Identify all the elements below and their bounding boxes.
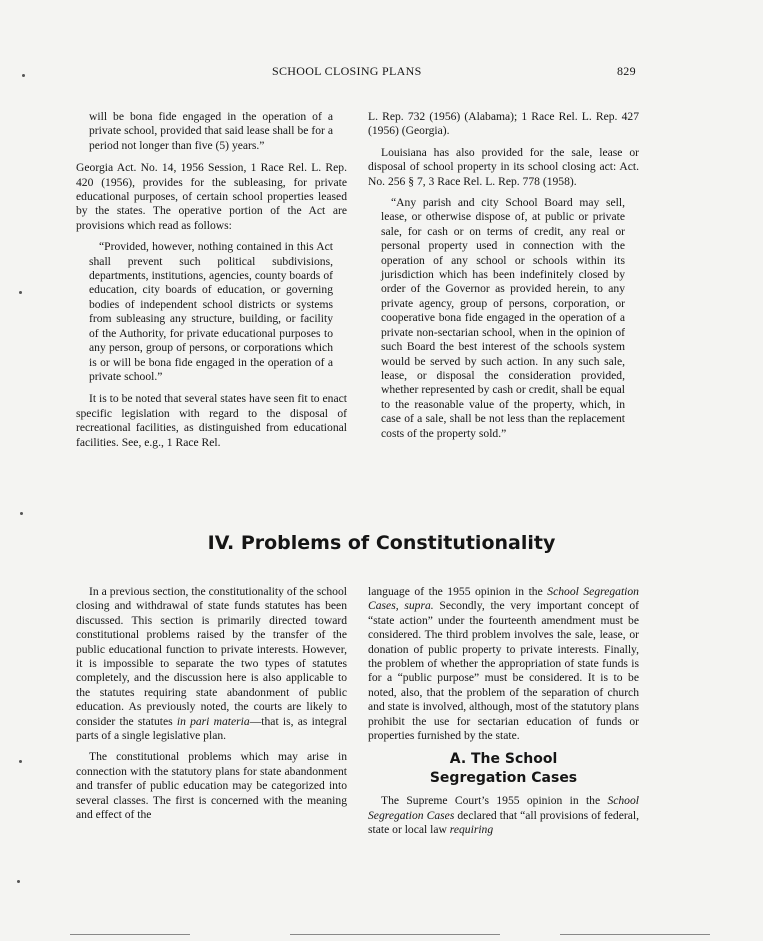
italic-case-citation: School Segregation Cases, supra. (368, 585, 639, 613)
text-run: language of the 1955 opinion in the (368, 585, 548, 598)
scan-speck (19, 760, 22, 763)
top-left-column (76, 110, 347, 457)
page-number: 829 (617, 64, 636, 78)
block-quote-georgia (76, 240, 347, 384)
top-right-column (368, 110, 639, 449)
section-heading: IV. Problems of Constitutionality (207, 532, 556, 554)
quote-continuation-text: will be bona fide engaged in the operation of a private school, provided that said lease shall be for a period not longer than five (5) years.” (89, 110, 333, 152)
block-quote-continued (76, 110, 347, 153)
italic-case-name: School Segregation Cases (368, 794, 639, 822)
bottom-right-column (368, 585, 639, 845)
text-run: —that is, as integral parts of a single legislative plan. (76, 714, 347, 743)
scan-speck (20, 512, 23, 515)
italic-term: in pari materia (176, 714, 250, 728)
scan-speck (17, 880, 20, 883)
italic-word: requiring (449, 823, 494, 837)
subsection-heading-line-2: Segregation Cases (429, 770, 578, 787)
bottom-left-column (76, 585, 347, 830)
text-run: In a previous section, the constitutionality of the school closing and withdrawal of state funds statutes has been discussed. This section is primarily directed toward constitutional problems raised by the transfer of the public educational function to private interests. However, it is impossible to separate the two types of statutes completely, and the discussion here is also applicable to the statutes requiring state abandonment of public education. As previously noted, the courts are likely to consider the statutes (76, 585, 347, 728)
subsection-heading-line-1: A. The School (449, 751, 558, 768)
paragraph-louisiana: Louisiana has also provided for the sale, lease or disposal of school property in its school closing act: Act. No. 256 § 7, 3 Race Rel. L. Rep. 778 (1958). (368, 145, 639, 188)
text-run: Secondly, the very important concept of “state action” under the fourteenth amendment must be considered. The third problem involves the sale, lease, or donation of public property to private interests. Finally, the problem of whether the appropriation of state funds is for a “public purpose” must be considered. It is to be noted, also, that the problem of the separation of church and state is involved, although, most of the statutory plans prohibit the use for sectarian education of funds or properties furnished by the state. (368, 599, 640, 743)
scan-speck (19, 291, 22, 294)
paragraph-supreme-court (368, 794, 639, 837)
text-run: declared that “all provisions of federal, state or local law (368, 808, 639, 837)
paragraph-previous-section (76, 585, 347, 743)
scan-rule (70, 934, 190, 935)
scan-speck (22, 74, 25, 77)
paragraph-language-1955 (368, 585, 639, 743)
scan-rule (560, 934, 710, 935)
paragraph-citation-continued: L. Rep. 732 (1956) (Alabama); 1 Race Rel. L. Rep. 427 (1956) (Georgia). (368, 110, 639, 138)
paragraph-constitutional-problems: The constitutional problems which may arise in connection with the statutory plans for state abandonment and transfer of public education may be categorized into several classes. The first is concerned with the meaning and effect of the (76, 750, 347, 822)
text-run: The Supreme Court’s 1955 opinion in the (381, 794, 608, 808)
running-head-title: SCHOOL CLOSING PLANS (272, 64, 422, 78)
quote-louisiana-text: “Any parish and city School Board may sell, lease, or otherwise dispose of, at public or private sale, for cash or on terms of credit, any real or personal property used in connection with the operation of any school or schools within its jurisdiction which has been indefinitely closed by order of the Governor as provided herein, to any private agency, group of persons, corporation, or cooperative bona fide engaged in the operation of a private non-sectarian school, when in the opinion of such Board the best interest of the schools system would be served by such action. In any such sale, lease, or disposal the consideration provided, whether represented by cash or credit, shall be equal to the reasonable value of the property, which, in case of a sale, shall be not less than the replacement costs of the property sold.” (381, 196, 625, 440)
quote-georgia-text: “Provided, however, nothing contained in this Act shall prevent such political subdivisions, departments, institutions, agencies, county boards of education, city boards of education, or governing bodies of independent school districts or systems from subleasing any structure, building, or facility of the Authority, for private educational purposes to any person, group of persons, or corporations which is or will be bona fide engaged in the operation of a private school.” (89, 240, 333, 383)
block-quote-louisiana (368, 196, 639, 441)
scan-rule (290, 934, 500, 935)
subsection-heading (368, 750, 639, 788)
paragraph-georgia-act: Georgia Act. No. 14, 1956 Session, 1 Race Rel. L. Rep. 420 (1956), provides for the subleasing, for private educational purposes, of certain school properties leased by the states. The operative portion of the Act are provisions which read as follows: (76, 161, 347, 232)
paragraph-recreational-facilities: It is to be noted that several states have seen fit to enact specific legislation with regard to the disposal of recreational facilities, as distinguished from educational facilities. See, e.g., 1 Race Rel. (76, 392, 347, 449)
